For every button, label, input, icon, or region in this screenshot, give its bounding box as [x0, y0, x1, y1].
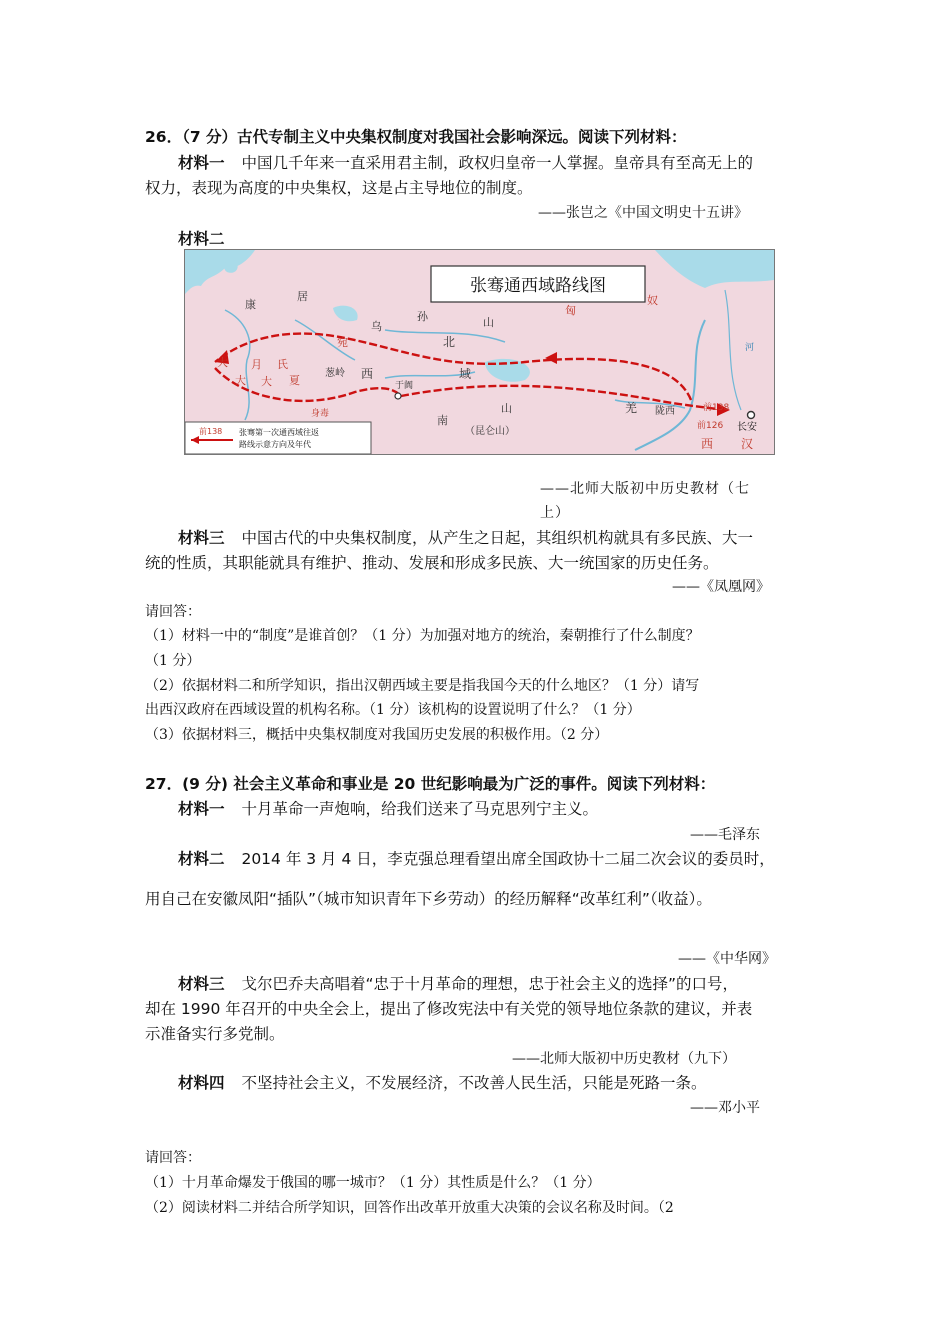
q27-material2-source: ——《中华网》 — [678, 951, 776, 967]
label-qiang: 羌 — [625, 401, 638, 415]
label-daxia2: 夏 — [289, 374, 300, 387]
q27-number: 27． — [145, 775, 183, 793]
label-wusun1: 乌 — [371, 320, 382, 333]
label-dayuan2: 宛 — [337, 336, 348, 349]
q26-heading-text: 古代专制主义中央集权制度对我国社会影响深远。阅读下列材料： — [237, 128, 687, 146]
q26-material2-source-line1: ——北师大版初中历史教材（七 — [540, 481, 750, 497]
label-shendu: 身毒 — [311, 409, 330, 419]
label-year-back: 前126 — [697, 421, 724, 431]
q27-material1-label: 材料一 — [178, 800, 225, 818]
q27-material2-line1 — [178, 848, 775, 870]
label-kangju2: 居 — [297, 290, 308, 303]
q26-question1-line1: （1）材料一中的“制度”是谁首创？（1 分）为加强对地方的统治，秦朝推行了什么制度？ — [145, 628, 700, 644]
label-xihan2: 汉 — [741, 437, 754, 451]
q27-material1-source: ——毛泽东 — [690, 827, 760, 843]
label-changan: 长安 — [737, 422, 757, 433]
map-canvas — [185, 250, 774, 454]
label-shan: 山 — [501, 402, 512, 415]
q26-question1-line2: （1 分） — [145, 653, 201, 669]
q27-material3-line1 — [178, 973, 738, 995]
q26-question3-line1: （3）依据材料三，概括中央集权制度对我国历史发展的积极作用。（2 分） — [145, 727, 609, 743]
q26-material3-line2: 统的性质，其职能就具有维护、推动、发展和形成多民族、大一统国家的历史任务。 — [145, 554, 719, 572]
label-yutian: 于阗 — [395, 381, 414, 391]
q27-material1-text1: 十月革命一声炮响，给我们送来了马克思列宁主义。 — [241, 800, 598, 818]
q27-heading-text: 社会主义革命和事业是 20 世纪影响最为广泛的事件。阅读下列材料： — [233, 775, 716, 793]
q26-question2-line2: 出西汉政府在西域设置的机构名称。（1 分）该机构的设置说明了什么？（1 分） — [145, 702, 641, 718]
label-xihan1: 西 — [701, 437, 714, 451]
q27-material1-line1 — [178, 798, 598, 820]
zhang-qian-route-map — [184, 249, 775, 455]
q26-ask: 请回答： — [145, 604, 201, 620]
legend-text2: 路线示意方向及年代 — [239, 440, 311, 449]
q26-material3-line1 — [178, 527, 753, 549]
label-xiyu1: 西 — [361, 367, 374, 381]
label-longxi: 陇西 — [655, 406, 675, 417]
q26-material2-source-line2: 上） — [540, 505, 570, 521]
q26-material2-label: 材料二 — [178, 230, 225, 248]
yutian-dot — [395, 393, 401, 399]
q26-number: 26． — [145, 128, 183, 146]
label-kunlun: （昆仑山） — [465, 426, 515, 437]
q27-ask: 请回答： — [145, 1150, 201, 1166]
q26-material1-source: ——张岂之《中国文明史十五讲》 — [538, 205, 748, 221]
map-title: 张骞通西域路线图 — [470, 276, 606, 296]
q26-material3-text1: 中国古代的中央集权制度，从产生之日起，其组织机构就具有多民族、大一 — [241, 529, 753, 547]
label-dayue1: 大 — [235, 374, 246, 387]
legend-year: 前138 — [199, 427, 223, 436]
q26-material3-source: ——《凤凰网》 — [672, 579, 770, 595]
label-xiyu2: 域 — [459, 367, 472, 381]
q27-question1-line1: （1）十月革命爆发于俄国的哪一城市？（1 分）其性质是什么？（1 分） — [145, 1175, 601, 1191]
q27-material2-label: 材料二 — [178, 850, 225, 868]
q26-material1-line2: 权力，表现为高度的中央集权，这是占主导地位的制度。 — [145, 179, 533, 197]
q26-material3-label: 材料三 — [178, 529, 225, 547]
label-year-out: 前138 — [703, 403, 730, 413]
label-he: 河 — [745, 343, 755, 353]
q27-material4-text1: 不坚持社会主义，不发展经济，不改善人民生活，只能是死路一条。 — [241, 1074, 707, 1092]
q27-material3-line2: 却在 1990 年召开的中央全会上，提出了修改宪法中有关党的领导地位条款的建议，并表 — [145, 1000, 753, 1018]
q26-material1-label: 材料一 — [178, 154, 225, 172]
q26-material1-line1 — [178, 152, 753, 174]
label-dayue2: 月 — [251, 358, 262, 371]
q27-question2-line1: （2）阅读材料二并结合所学知识，回答作出改革开放重大决策的会议名称及时间。（2 — [145, 1200, 674, 1216]
q26-question2-line1: （2）依据材料二和所学知识，指出汉朝西域主要是指我国今天的什么地区？（1 分）请写 — [145, 678, 700, 694]
q27-material2-text1: 2014 年 3 月 4 日，李克强总理看望出席全国政协十二届二次会议的委员时， — [241, 850, 775, 868]
label-kangju1: 康 — [245, 298, 256, 311]
q27-material3-source: ——北师大版初中历史教材（九下） — [512, 1051, 736, 1067]
label-dayuan1: 大 — [217, 356, 228, 369]
label-wusun3: 山 — [483, 316, 494, 329]
label-xiongnu1: 匈 — [565, 304, 576, 317]
q26-material1-text1: 中国几千年来一直采用君主制，政权归皇帝一人掌握。皇帝具有至高无上的 — [241, 154, 753, 172]
q27-material3-line3: 示准备实行多党制。 — [145, 1025, 285, 1043]
q27-material4-source: ——邓小平 — [690, 1100, 760, 1116]
label-daxia1: 大 — [261, 375, 272, 388]
q27-material4-line1 — [178, 1072, 706, 1094]
q27-heading — [145, 773, 715, 795]
q27-score: (9 分) — [182, 775, 228, 793]
label-beishan: 北 — [443, 335, 456, 349]
legend-text1: 张骞第一次通西域往返 — [239, 428, 319, 437]
changan-dot — [748, 412, 755, 419]
label-nan: 南 — [437, 414, 448, 427]
q27-material3-text1: 戈尔巴乔夫高唱着“忠于十月革命的理想，忠于社会主义的选择”的口号， — [241, 975, 739, 993]
q26-heading — [145, 126, 687, 148]
q27-material4-label: 材料四 — [178, 1074, 225, 1092]
label-congling: 葱岭 — [325, 368, 345, 379]
label-wusun2: 孙 — [417, 310, 428, 323]
label-dayue3: 氏 — [277, 358, 288, 371]
label-xiongnu2: 奴 — [647, 294, 658, 307]
q27-material2-line2: 用自己在安徽凤阳“插队”（城市知识青年下乡劳动）的经历解释“改革红利”（收益）。 — [145, 890, 712, 908]
q27-material3-label: 材料三 — [178, 975, 225, 993]
q26-score: （7 分） — [182, 128, 238, 146]
